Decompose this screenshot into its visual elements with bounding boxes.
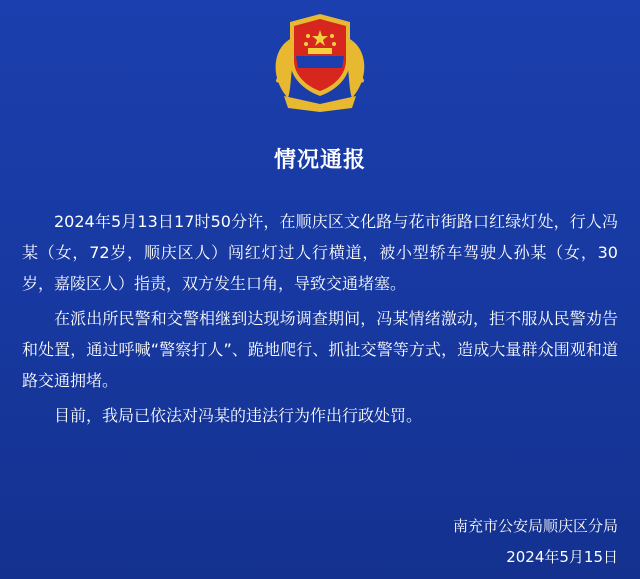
issuer-name: 南充市公安局顺庆区分局 (452, 517, 618, 535)
issue-date: 2024年5月15日 (506, 548, 618, 566)
signature-block (453, 511, 618, 573)
notice-paragraph: 目前，我局已依法对冯某的违法行为作出行政处罚。 (54, 406, 423, 425)
police-emblem-icon (262, 8, 378, 112)
notice-body (22, 206, 618, 435)
notice-title: 情况通报 (273, 148, 366, 173)
notice-paragraph: 在派出所民警和交警相继到达现场调查期间，冯某情绪激动，拒不服从民警劝告和处置，通过呼喊“警察打人”、跪地爬行、抓扯交警等方式，造成大量群众围观和道路交通拥堵。 (22, 309, 618, 390)
notice-paragraph: 2024年5月13日17时50分许，在顺庆区文化路与花市街路口红绿灯处，行人冯某（女，72岁，顺庆区人）闯红灯过人行横道，被小型轿车驾驶人孙某（女，30岁，嘉陵区人）指责，双方发生口角，导致交通堵塞。 (22, 212, 618, 293)
